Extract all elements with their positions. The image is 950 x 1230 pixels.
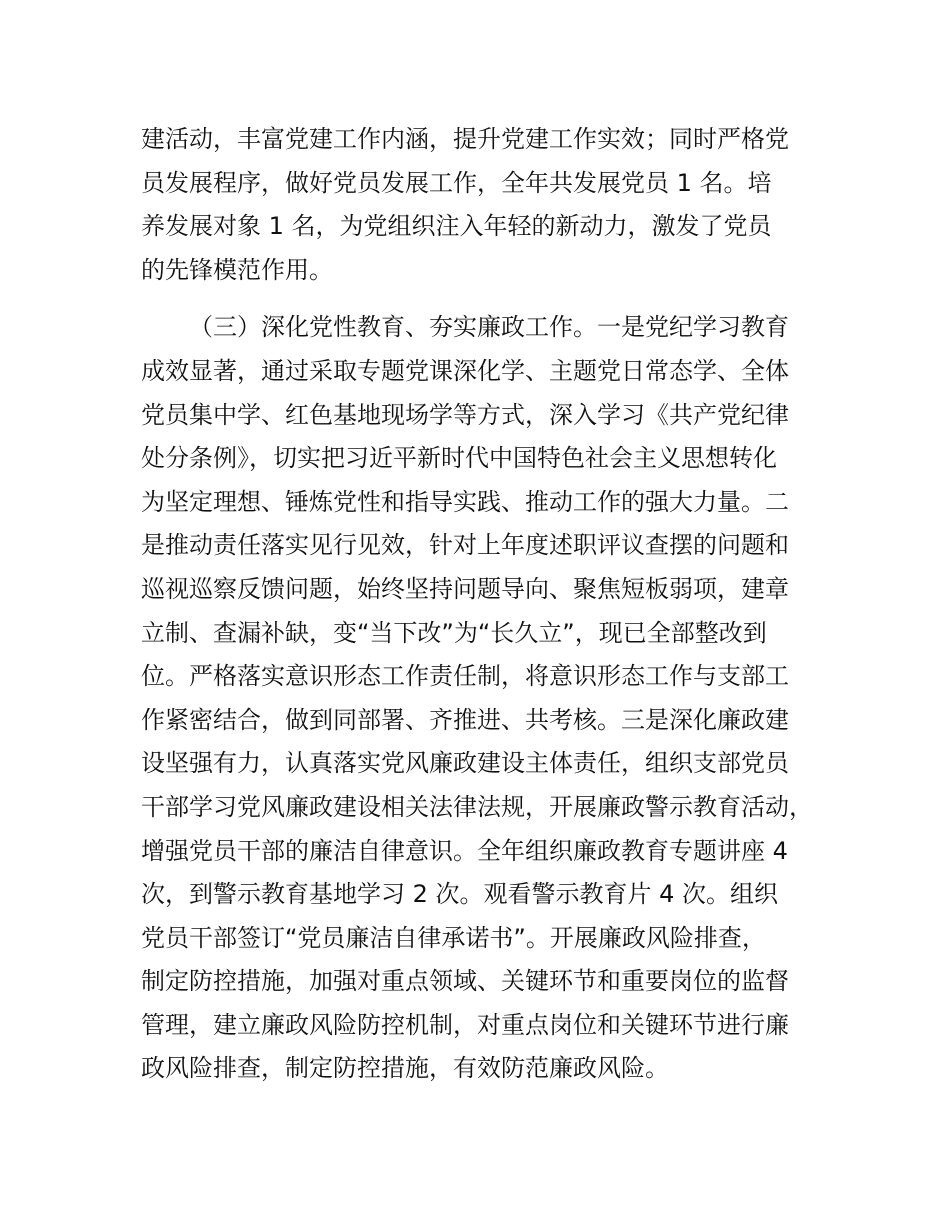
text-line: 设坚强有力，认真落实党风廉政建设主体责任，组织支部党员 xyxy=(141,749,789,778)
text-line: 党员干部签订“党员廉洁自律承诺书”。开展廉政风险排查， xyxy=(141,923,766,952)
text-line: 次，到警示教育基地学习 2 次。观看警示教育片 4 次。组织 xyxy=(141,880,779,909)
text-line: 处分条例》，切实把习近平新时代中国特色社会主义思想转化 xyxy=(141,444,777,473)
text-line: 成效显著，通过采取专题党课深化学、主题党日常态学、全体 xyxy=(141,356,789,385)
text-line: 是推动责任落实见行见效，针对上年度述职评议查摆的问题和 xyxy=(141,531,789,560)
text-line: 作紧密结合，做到同部署、齐推进、共考核。三是深化廉政建 xyxy=(141,705,789,734)
text-line: 建活动，丰富党建工作内涵，提升党建工作实效；同时严格党 xyxy=(141,125,789,153)
text-line: 巡视巡察反馈问题，始终坚持问题导向、聚焦短板弱项，建章 xyxy=(141,574,789,603)
text-line: 立制、查漏补缺，变“当下改”为“长久立”，现已全部整改到 xyxy=(141,618,767,647)
paragraph-1 xyxy=(141,118,841,292)
text-line: 员发展程序，做好党员发展工作，全年共发展党员 1 名。培 xyxy=(141,168,772,197)
paragraph-spacer xyxy=(141,292,841,306)
text-line: 位。严格落实意识形态工作责任制，将意识形态工作与支部工 xyxy=(141,662,789,691)
text-line: （三）深化党性教育、夯实廉政工作。一是党纪学习教育 xyxy=(189,313,789,342)
paragraph-2 xyxy=(141,306,841,1091)
text-line: 政风险排查，制定防控措施，有效防范廉政风险。 xyxy=(141,1054,669,1083)
text-line: 干部学习党风廉政建设相关法律法规，开展廉政警示教育活动， xyxy=(141,792,813,821)
text-line: 管理，建立廉政风险防控机制，对重点岗位和关键环节进行廉 xyxy=(141,1010,789,1039)
text-line: 党员集中学、红色基地现场学等方式，深入学习《共产党纪律 xyxy=(141,400,789,429)
text-line: 养发展对象 1 名，为党组织注入年轻的新动力，激发了党员 xyxy=(141,212,772,241)
text-line: 增强党员干部的廉洁自律意识。全年组织廉政教育专题讲座 4 xyxy=(141,836,788,865)
document-body xyxy=(141,118,841,1091)
text-line: 的先锋模范作用。 xyxy=(141,255,333,284)
text-line: 制定防控措施，加强对重点领域、关键环节和重要岗位的监督 xyxy=(141,967,789,996)
text-line: 为坚定理想、锤炼党性和指导实践、推动工作的强大力量。二 xyxy=(141,487,789,516)
